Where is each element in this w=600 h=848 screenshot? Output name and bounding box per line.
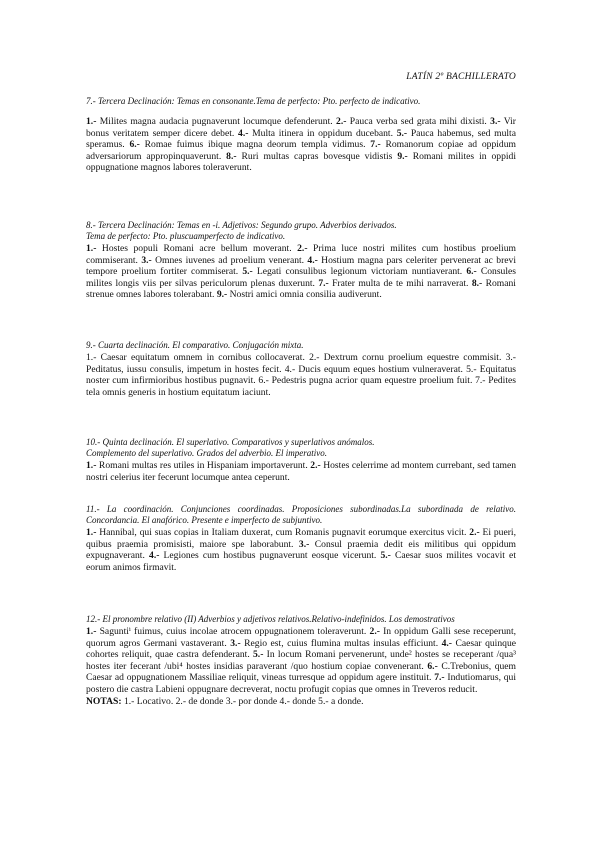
notes-label: NOTAS [86,695,119,707]
section-body: 1.- Romani multas res utiles in Hispaniam importaverunt. 2.- Hostes celerrime ad montem currebant, sed tamen nostri celerius iter fecerunt locumque antea ceperunt. [86,460,516,483]
section-10 [86,437,516,483]
section-7 [86,96,516,174]
section-9 [86,340,516,398]
section-title: 10.- Quinta declinación. El superlativo. Comparativos y superlativos anómalos. [86,437,375,447]
section-body: 1.- Hostes populi Romani acre bellum moverant. 2.- Prima luce nostri milites cum hostibus proelium commiserant. 3.- Omnes iuvenes ad proelium venerant. 4.- Hostium magna pars celeriter pervenerat ac brevi tempore proelium fortiter commiserat. 5.- Legati consulibus legionum victoriam nuntiaverant. 6.- Consules milites longis viis per silvas periculorum plenas duxerunt. 7.- Frater multa de te mihi narraverat. 8.- Romani strenue omnes labores tolerabant. 9.- Nostri amici omnia consilia audiverunt. [86,243,517,301]
section-body: 1.- Caesar equitatum omnem in cornibus collocaverat. 2.- Dextrum cornu proelium equestre commisit. 3.- Peditatus, iussu consulis, impetum in hostes fecit. 4.- Ducis equum eques hostium vulneraverat. 5.- Equitatus noster cum infirmioribus hostibus pugnavit. 6.- Pedestris pugna acrior quam equestre proelium fuit. 7.- Pedites tela omnis generis in hostium equitatum iaciunt. [86,352,516,398]
section-title: 11.- La coordinación. Conjunciones coordinadas. Proposiciones subordinadas.La subordinada de relativo. Concordancia. El anafórico. Presente e imperfecto de subjuntivo. [86,504,516,525]
notes-text: 1.- Locativo. 2.- de donde 3.- por donde 4.- donde 5.- a donde. [123,695,364,707]
section-title: 9.- Cuarta declinación. El comparativo. Conjugación mixta. [86,340,304,350]
course-header: LATÍN 2º BACHILLERATO [406,72,516,82]
section-title: 12.- El pronombre relativo (II) Adverbios y adjetivos relativos.Relativo-indefinidos. Los demostrativos [86,614,455,624]
section-body: 1.- Milites magna audacia pugnaverunt locumque defenderunt. 2.- Pauca verba sed grata mihi dixisti. 3.- Vir bonus veritatem semper dicere debet. 4.- Multa itinera in oppidum ducebant. 5.- Pauca habemus, sed multa speramus. 6.- Romae fuimus ibique magna deorum templa vidimus. 7.- Romanorum copiae ad oppidum adversariorum appropinquaverunt. 8.- Ruri multas capras bovesque vidistis 9.- Romani milites in oppidi oppugnatione magnos labores toleraverunt. [86,116,516,174]
section-subtitle: Tema de perfecto: Pto. pluscuamperfecto de indicativo. [86,231,286,241]
section-8 [86,220,516,301]
section-body: 1.- Hannibal, qui suas copias in Italiam duxerat, cum Romanis pugnavit eorumque exercitus vicit. 2.- Ei pueri, quibus praemia promisisti, maiore spe laborabunt. 3.- Consul praemia dedit eis militibus qui oppidum expugnaverant. 4.- Legiones cum hostibus pugnaverunt eosque vicerunt. 5.- Caesar suos milites vocavit et eorum animos firmavit. [86,527,516,573]
section-subtitle: Complemento del superlativo. Grados del adverbio. El imperativo. [86,448,327,458]
section-body: 1.- Saguntiⁱ fuimus, cuius incolae atrocem oppugnationem toleraverunt. 2.- In oppidum Galli sese receperunt, quorum agros Germani vastaverant. 3.- Regio est, cuius flumina multas insulas efficiunt. 4.- Caesar quinque cohortes reliquit, quae castra defenderant. 5.- In locum Romani pervenerunt, unde² hostes se receperant /qua³ hostes iter fecerant /ubi⁴ hostes insidias paraverant /quo hostium copiae convenerant. 6.- C.Trebonius, quem Caesar ad oppugnationem Massiliae reliquit, vineas turresque ad oppidum agere instituit. 7.- Indutiomarus, qui postero die castra Labieni oppugnare decreverat, noctu profugit copias que omnes in Treveros reducit. [86,626,517,695]
section-11 [86,504,516,573]
section-title: 7.- Tercera Declinación: Temas en consonante.Tema de perfecto: Pto. perfecto de indicativo. [86,96,421,106]
notes: NOTAS: 1.- Locativo. 2.- de donde 3.- por donde 4.- donde 5.- a donde. [86,695,364,707]
section-12 [86,614,516,707]
section-title: 8.- Tercera Declinación: Temas en -i. Adjetivos: Segundo grupo. Adverbios derivados. [86,220,397,230]
